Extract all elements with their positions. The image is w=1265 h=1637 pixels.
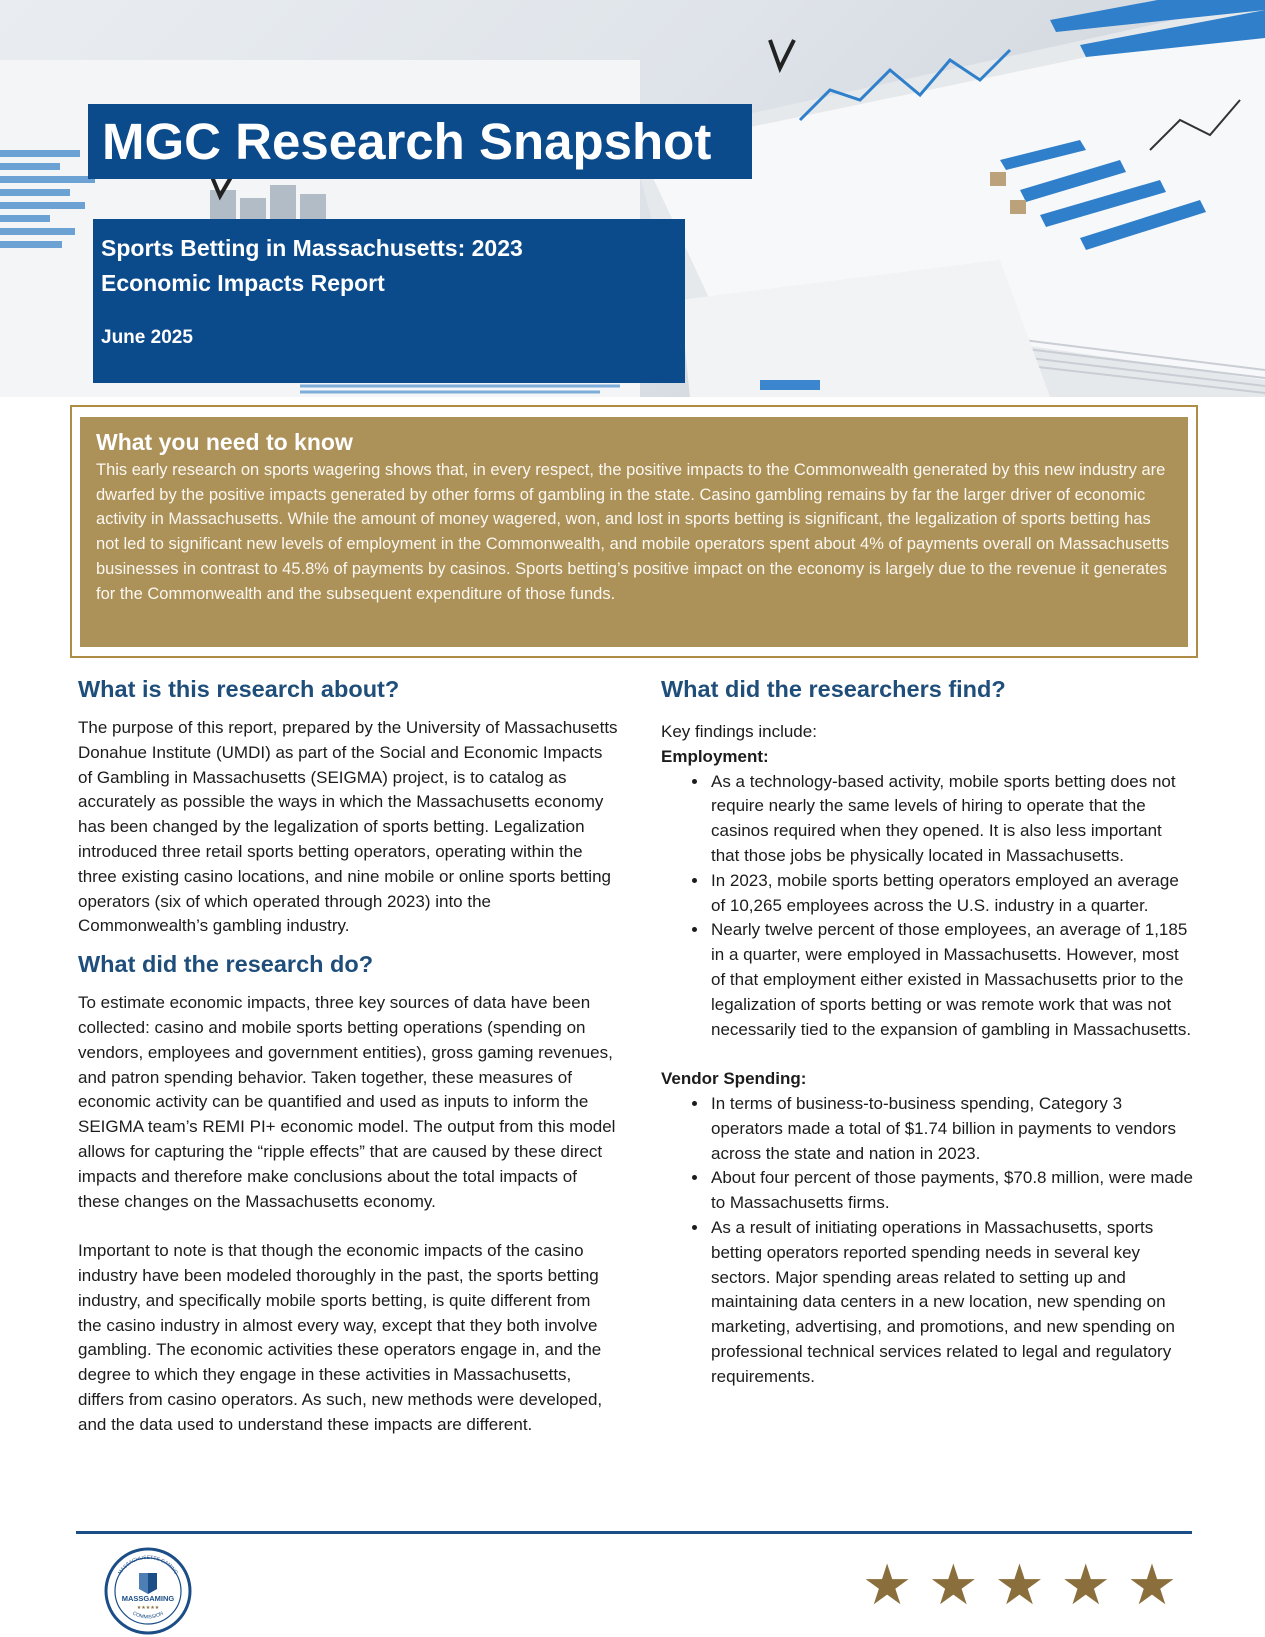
research-do-text-2: Important to note is that though the economic impacts of the casino industry have been modeled thoroughly in the past, the sports betting industry, and specifically mobile sports betting, is quite different from the casino industry in almost every way, except that they both involve gambling. The economic activities these operators engage in, and the degree to which they engage in these activities in Massachusetts, differs from casino operators. As such, new methods were developed, and the data used to understand these impacts are different.: [78, 1241, 603, 1434]
star-icon: ★: [862, 1553, 913, 1618]
employment-list: [661, 770, 1193, 1043]
research-do-heading: What did the research do?: [78, 951, 374, 978]
star-icon: ★: [1060, 1553, 1111, 1618]
star-icon: ★: [1126, 1553, 1178, 1618]
vendor-spending-list: [661, 1092, 1193, 1390]
findings-intro: Key findings include:: [661, 722, 817, 741]
list-item: • In 2023, mobile sports betting operators employed an average of 10,265 employees across the U.S. industry in a quarter.: [709, 869, 1193, 919]
report-date: June 2025: [101, 327, 193, 348]
callout-body: This early research on sports wagering shows that, in every respect, the positive impacts to the Commonwealth generated by this new industry are dwarfed by the positive impacts generated by other forms of gambling in the state. Casino gambling remains by far the larger driver of economic activity in Massachusetts. While the amount of money wagered, won, and lost in sports betting is significant, the legalization of sports betting has not led to significant new levels of employment in the Commonwealth, and mobile operators spent about 4% of payments overall on Massachusetts businesses in contrast to 45.8% of payments by casinos. Sports betting’s positive impact on the economy is largely due to the revenue it generates for the Commonwealth and the subsequent expenditure of those funds.: [96, 461, 1170, 603]
callout-heading: What you need to know: [96, 429, 353, 455]
report-title: Sports Betting in Massachusetts: 2023 Economic Impacts Report: [101, 235, 523, 296]
left-column: [78, 672, 618, 1438]
list-item: • As a technology-based activity, mobile sports betting does not require nearly the same levels of hiring to operate that the casinos required when they opened. It is also less important that those jobs be physically located in Massachusetts.: [709, 770, 1193, 869]
logo-wordmark: MASSGAMING: [121, 1594, 175, 1603]
star-rating: [862, 1553, 1178, 1618]
findings-heading: What did the researchers find?: [661, 676, 1006, 702]
callout-frame: [70, 405, 1198, 658]
list-item: • As a result of initiating operations in Massachusetts, sports betting operators reported spending needs in several key sectors. Major spending areas related to setting up and maintaining data centers in a new location, new spending on marketing, advertising, and promotions, and new spending on professional technical services related to legal and regulatory requirements.: [709, 1216, 1193, 1390]
massgaming-logo: [104, 1547, 192, 1635]
logo-ring-bottom-text: COMMISSION: [131, 1610, 165, 1621]
about-text: The purpose of this report, prepared by the University of Massachusetts Donahue Institute (UMDI) as part of the Social and Economic Impacts of Gambling in Massachusetts (SEIGMA) project, is to catalog as accurately as possible the ways in which the Massachusetts economy has been changed by the legalization of sports betting. Legalization introduced three retail sports betting operators, operating within the three existing casino locations, and nine mobile or online sports betting operators (six of which operated through 2023) into the Commonwealth’s gambling industry.: [78, 718, 618, 936]
hero-banner: [0, 0, 1265, 397]
svg-text:★★★★★: ★★★★★: [136, 1605, 160, 1611]
list-item: • Nearly twelve percent of those employees, an average of 1,185 in a quarter, were employed in Massachusetts. However, most of that employment either existed in Massachusetts prior to the legalization of sports betting or was remote work that was not necessarily tied to the expansion of gambling in Massachusetts.: [709, 918, 1193, 1042]
employment-label: Employment:: [661, 746, 769, 766]
footer-divider: [76, 1531, 1192, 1534]
report-title-box: [93, 219, 685, 383]
star-icon: ★: [928, 1553, 979, 1618]
research-do-text-1: To estimate economic impacts, three key sources of data have been collected: casino and mobile sports betting operations (spending on vendors, employees and government entities), gross gaming revenues, and patron spending behavior. Taken together, these measures of economic activity can be quantified and used as inputs to inform the SEIGMA team’s REMI PI+ economic model. The output from this model allows for capturing the “ripple effects” that are caused by these direct impacts and therefore make conclusions about the total impacts of these changes on the Massachusetts economy.: [78, 993, 616, 1211]
right-column: [661, 672, 1193, 1390]
list-item: • In terms of business-to-business spending, Category 3 operators made a total of $1.74 billion in payments to vendors across the state and nation in 2023.: [709, 1092, 1193, 1166]
vendor-spending-label: Vendor Spending:: [661, 1069, 807, 1089]
logo-ring-top-text: MASSACHUSETTS GAMING: [117, 1554, 179, 1576]
about-heading: What is this research about?: [78, 676, 400, 702]
what-you-need-to-know-callout: [80, 417, 1188, 647]
star-icon: ★: [994, 1553, 1045, 1618]
snapshot-title: MGC Research Snapshot: [88, 104, 752, 179]
list-item: • About four percent of those payments, $70.8 million, were made to Massachusetts firms.: [709, 1166, 1193, 1216]
